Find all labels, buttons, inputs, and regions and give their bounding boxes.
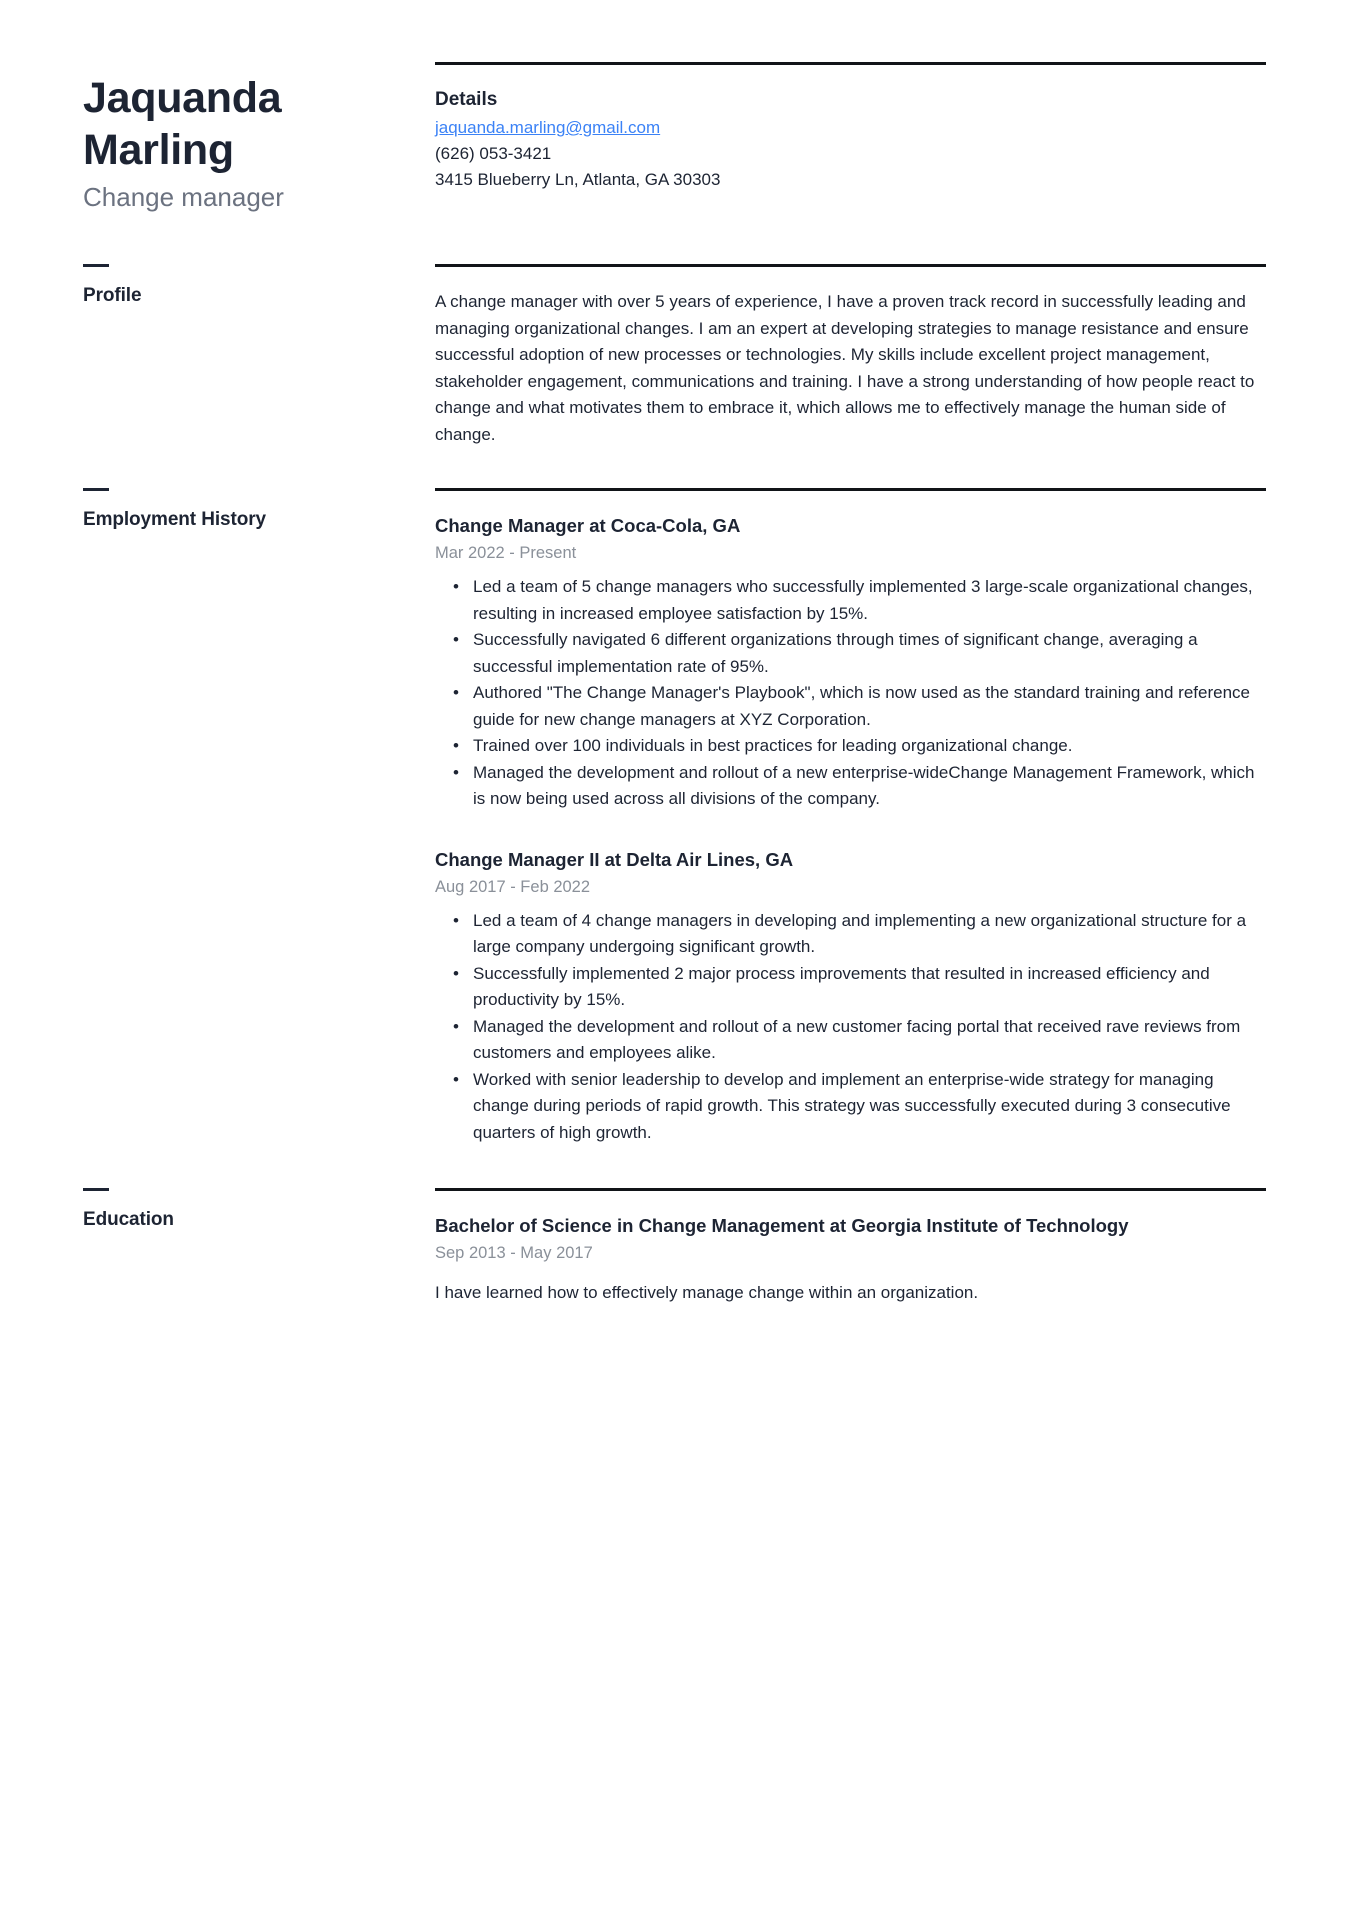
profile-main: [435, 264, 1266, 448]
resume-header: [83, 62, 1266, 214]
details-section: [435, 62, 1266, 193]
details-heading: Details: [435, 89, 498, 110]
employment-bullet-list: [435, 908, 1266, 1147]
spacer: [435, 267, 1266, 289]
email-link[interactable]: jaquanda.marling@gmail.com: [435, 118, 661, 137]
education-label: Education: [83, 1209, 174, 1230]
education-main: [435, 1188, 1266, 1307]
employment-section: [83, 488, 1266, 1146]
education-entry-description: I have learned how to effectively manage change within an organization.: [435, 1283, 979, 1302]
section-dash-marker: [83, 1188, 109, 1191]
spacer: [83, 214, 1266, 264]
education-side: [83, 1188, 435, 1232]
employment-entry-date: Mar 2022 - Present: [435, 544, 577, 562]
education-entry-date: Sep 2013 - May 2017: [435, 1244, 593, 1262]
list-item: • Managed the development and rollout of a new enterprise-wideChange Management Framework, which is now being used across all divisions of the company.: [473, 760, 1266, 813]
list-item: • Authored "The Change Manager's Playbook", which is now used as the standard training and reference guide for new change managers at XYZ Corporation.: [473, 680, 1266, 733]
education-entry-title: Bachelor of Science in Change Management at Georgia Institute of Technology: [435, 1215, 1129, 1236]
profile-section: [83, 264, 1266, 448]
list-item: • Successfully navigated 6 different organizations through times of significant change, averaging a successful implementation rate of 95%.: [473, 627, 1266, 680]
section-dash-marker: [83, 264, 109, 267]
header-job-title: Change manager: [83, 182, 284, 212]
list-item: • Managed the development and rollout of a new customer facing portal that received rave reviews from customers and employees alike.: [473, 1014, 1266, 1067]
employment-entry: [435, 847, 1266, 1147]
spacer: [83, 448, 1266, 488]
spacer: [435, 65, 1266, 87]
section-dash-marker: [83, 488, 109, 491]
profile-text: A change manager with over 5 years of experience, I have a proven track record in successfully leading and managing organizational changes. I am an expert at developing strategies to manage resistance and ensure successful adoption of new processes or technologies. My skills include excellent project management, stakeholder engagement, communications and training. I have a strong understanding of how people react to change and what motivates them to embrace it, which allows me to effectively manage the human side of change.: [435, 292, 1255, 444]
employment-bullet-list: [435, 574, 1266, 813]
list-item: • Led a team of 4 change managers in developing and implementing a new organizational structure for a large company undergoing significant growth.: [473, 908, 1266, 961]
page-title: Jaquanda Marling: [83, 74, 282, 174]
employment-entry: [435, 513, 1266, 813]
list-item: • Successfully implemented 2 major process improvements that resulted in increased efficiency and productivity by 15%.: [473, 961, 1266, 1014]
employment-entry-date: Aug 2017 - Feb 2022: [435, 877, 591, 896]
list-item: • Worked with senior leadership to develop and implement an enterprise-wide strategy for managing change during periods of rapid growth. This strategy was successfully executed during 3 consecutive quarters of high growth.: [473, 1067, 1266, 1147]
employment-label: Employment History: [83, 509, 266, 530]
employment-side: [83, 488, 435, 532]
spacer: [83, 1146, 1266, 1188]
spacer: [435, 1191, 1266, 1213]
employment-entry-title: Change Manager II at Delta Air Lines, GA: [435, 848, 794, 870]
employment-entry-title: Change Manager at Coca-Cola, GA: [435, 515, 741, 536]
list-item: • Led a team of 5 change managers who successfully implemented 3 large-scale organizational changes, resulting in increased employee satisfaction by 15%.: [473, 574, 1266, 627]
list-item: • Trained over 100 individuals in best practices for leading organizational change.: [473, 733, 1266, 760]
profile-side: [83, 264, 435, 308]
education-section: [83, 1188, 1266, 1307]
employment-main: [435, 488, 1266, 1146]
phone-text: (626) 053-3421: [435, 144, 552, 163]
education-entry: [435, 1213, 1266, 1307]
address-text: 3415 Blueberry Ln, Atlanta, GA 30303: [435, 170, 721, 189]
header-identity: [83, 62, 435, 214]
profile-label: Profile: [83, 285, 142, 306]
spacer: [435, 491, 1266, 513]
